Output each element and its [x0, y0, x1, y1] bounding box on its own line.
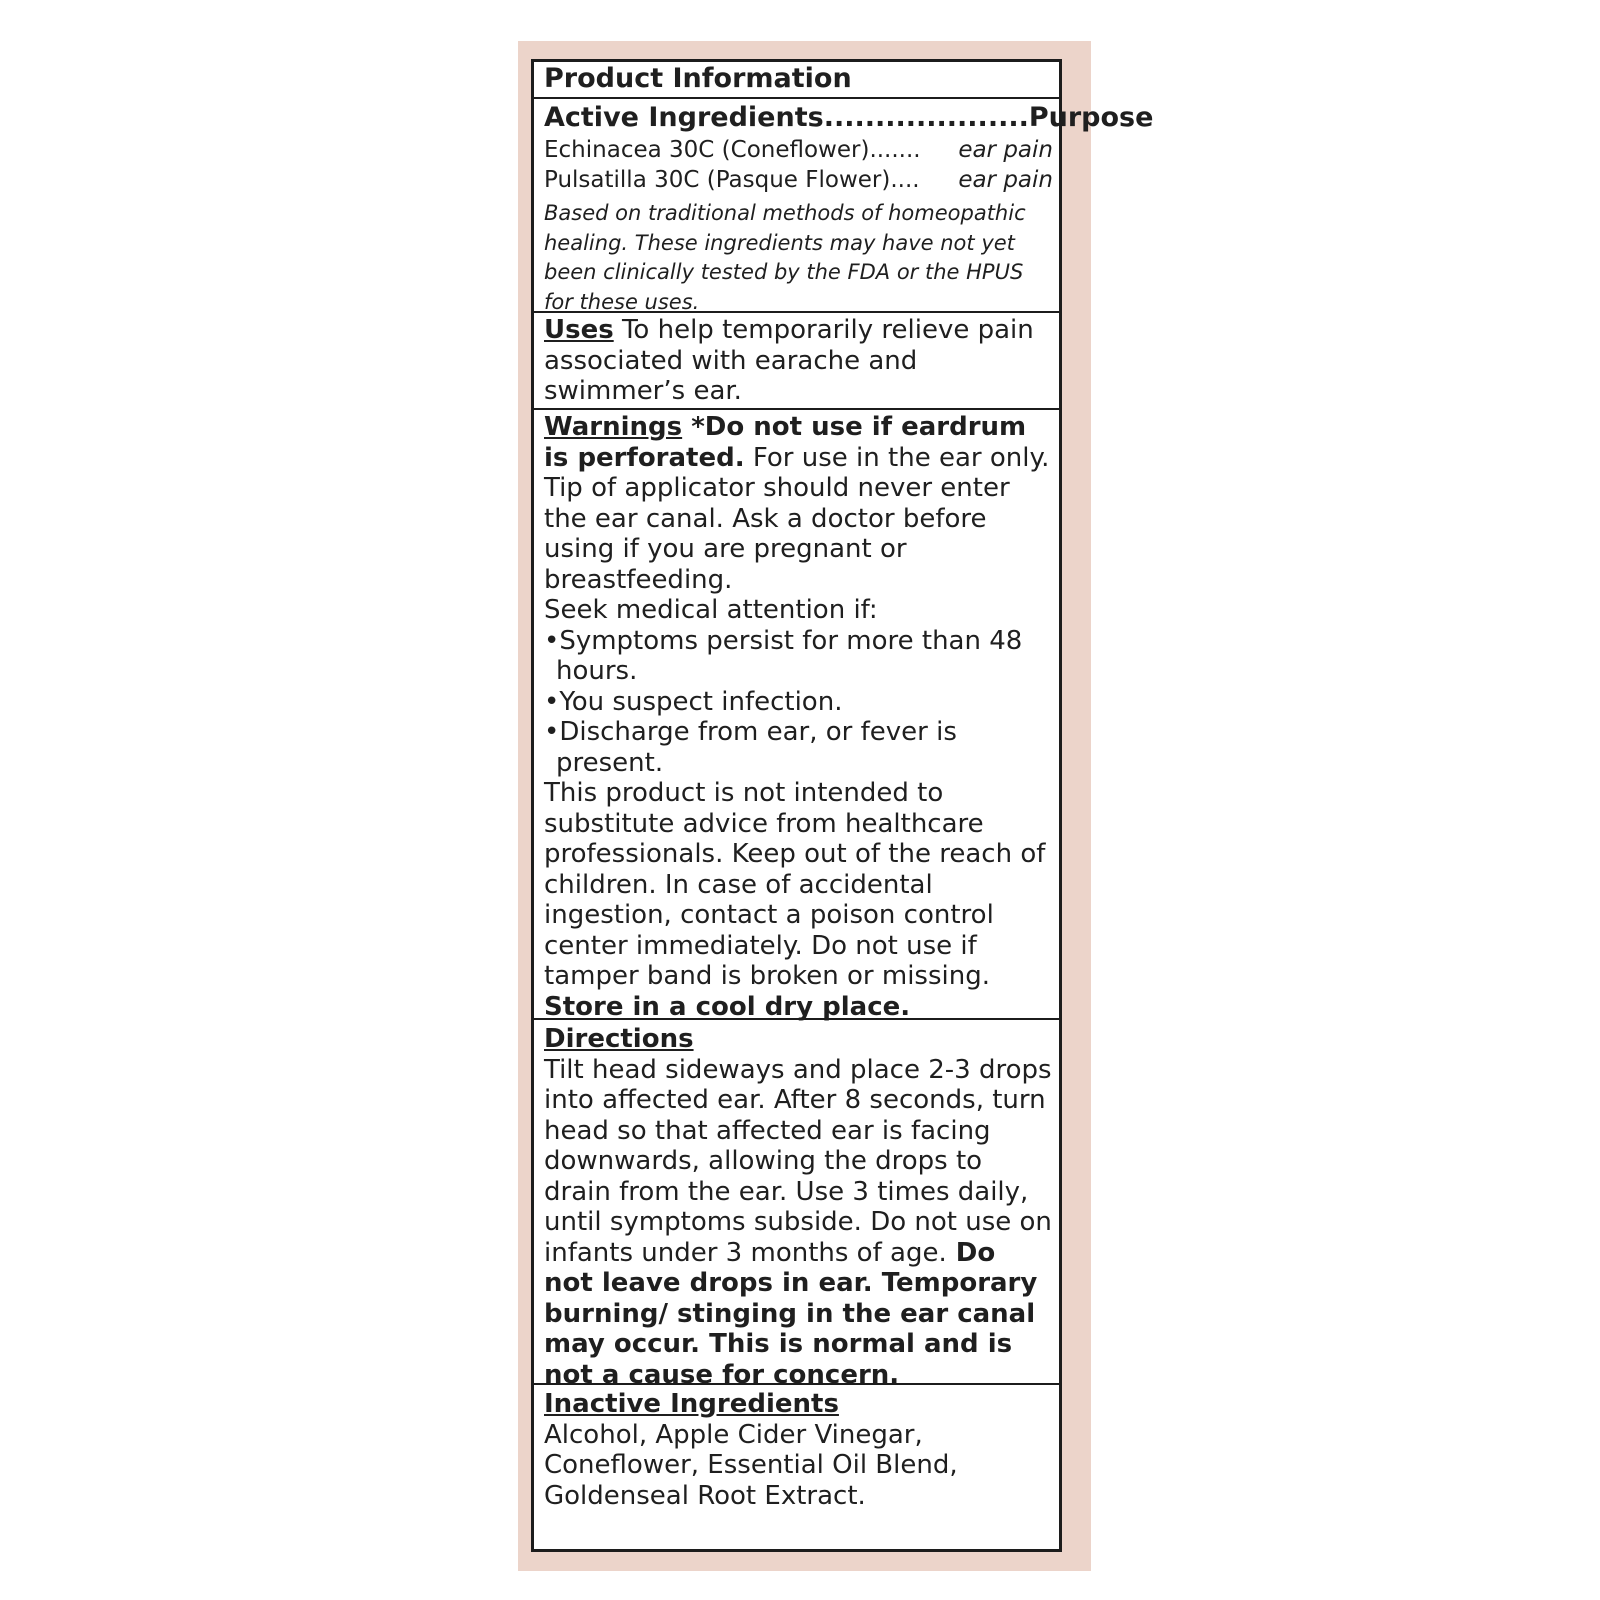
- active-ingredients-label: Active Ingredients....................: [544, 102, 1029, 133]
- active-ingredients-header: [544, 101, 1154, 135]
- uses-text: To help temporarily relieve pain associated with earache and swimmer’s ear.: [544, 315, 1034, 406]
- product-information-panel: [531, 59, 1154, 1552]
- purpose-label: Purpose: [1028, 102, 1154, 133]
- directions-section: [534, 1020, 1059, 1390]
- ingredient-name: Echinacea 30C (Coneflower).......: [544, 137, 921, 163]
- warnings-text: For use in the ear only. Tip of applicator should never enter the ear canal. Ask a doctor before using if you are pregnant or breastfeeding.: [544, 442, 1050, 595]
- ingredient-purpose: ear pain: [958, 167, 1053, 193]
- product-box: [518, 41, 1154, 1571]
- seek-medical-attention: Seek medical attention if:: [544, 595, 878, 625]
- panel-title: Product Information: [544, 63, 852, 94]
- active-ingredients-section: [534, 99, 1154, 314]
- inactive-ingredients-section: [534, 1385, 1059, 1549]
- eardrum-warning: *Do not use if eardrum is perforated.: [544, 412, 1027, 473]
- ingredient-name: Pulsatilla 30C (Pasque Flower)....: [544, 167, 920, 193]
- title-section: [534, 62, 1059, 99]
- homeopathic-note: Based on traditional methods of homeopathic healing. These ingredients may have not yet been clinically tested by the FDA or the HPUS for these uses.: [544, 201, 1026, 314]
- directions-caution: Do not leave drops in ear. Temporary burning/ stinging in the ear canal may occur. This is normal and is not a cause for concern.: [544, 1237, 1038, 1390]
- inactive-ingredients-text: Alcohol, Apple Cider Vinegar, Coneflower, Essential Oil Blend, Goldenseal Root Extract.: [544, 1419, 958, 1511]
- uses-section: [534, 313, 1059, 410]
- directions-label: Directions: [544, 1024, 694, 1054]
- ingredient-row: [544, 135, 1053, 165]
- warnings-text-2: This product is not intended to substitute advice from healthcare professionals. Keep out of the reach of children. In case of accidental ingestion, contact a poison control center immediately. Do not use if tamper band is broken or missing.: [544, 778, 1046, 991]
- directions-text: Tilt head sideways and place 2-3 drops into affected ear. After 8 seconds, turn head so that affected ear is facing downwards, allowing the drops to drain from the ear. Use 3 times daily, until symptoms subside. Do not use on infants under 3 months of age.: [544, 1054, 1052, 1268]
- warning-bullet: •You suspect infection.: [544, 686, 843, 717]
- warnings-label: Warnings: [544, 412, 683, 442]
- inactive-ingredients-label: Inactive Ingredients: [544, 1389, 839, 1419]
- storage-instruction: Store in a cool dry place.: [544, 991, 911, 1022]
- ingredient-purpose: ear pain: [958, 137, 1053, 163]
- warnings-section: [534, 410, 1059, 1020]
- ingredient-row: [544, 165, 1053, 195]
- uses-label: Uses: [544, 315, 614, 345]
- warning-bullet: •Discharge from ear, or fever is present.: [544, 717, 957, 778]
- warning-bullet: •Symptoms persist for more than 48 hours.: [544, 625, 1023, 686]
